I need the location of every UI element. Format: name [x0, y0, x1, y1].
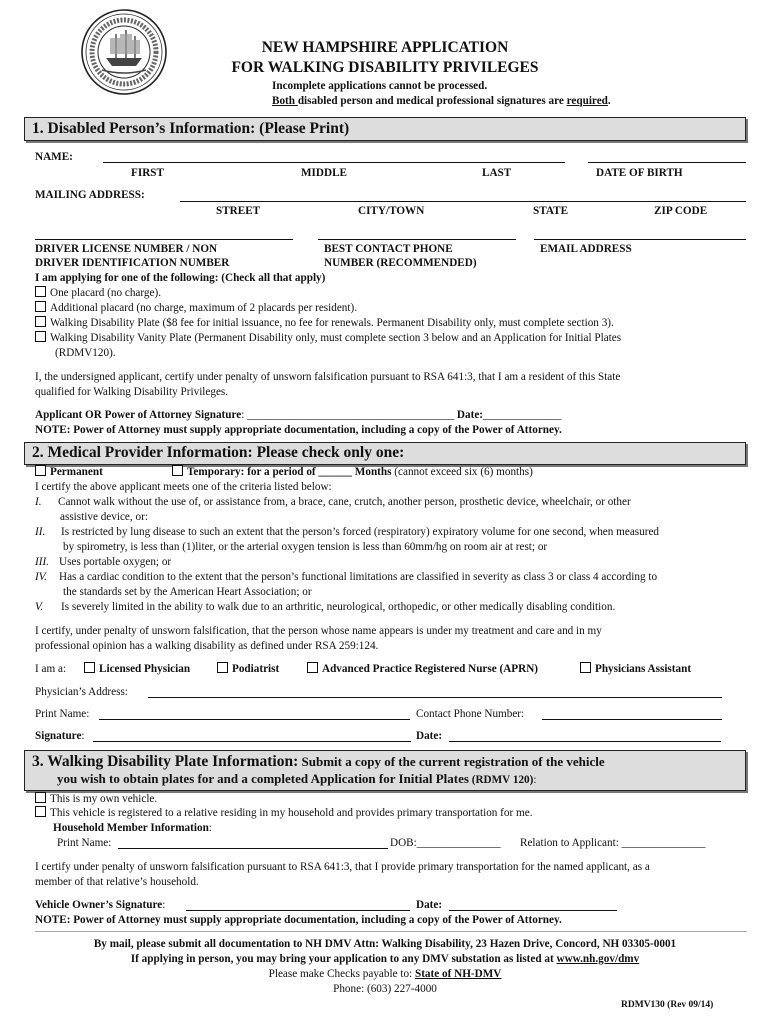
provider-date-label: Date:	[416, 730, 443, 742]
disability-plate-checkbox[interactable]	[35, 316, 46, 327]
one-placard-checkbox[interactable]	[35, 286, 46, 297]
physicians-assistant-checkbox[interactable]	[580, 662, 591, 673]
household-print-name-label: Print Name:	[57, 837, 112, 849]
section3-heading-line2: you wish to obtain plates for and a completed Application for Initial Plates (RDMV 120):	[57, 771, 537, 787]
additional-placard-checkbox[interactable]	[35, 301, 46, 312]
provider-print-name-label: Print Name:	[35, 708, 90, 720]
zip-caption: ZIP CODE	[654, 205, 708, 217]
footer-divider	[35, 931, 747, 932]
household-relation-row	[520, 836, 706, 851]
aprn-checkbox[interactable]	[307, 662, 318, 673]
provider-date-line[interactable]	[449, 741, 721, 742]
criteria-4-line1: Has a cardiac condition to the extent that the person’s functional limitations are classified in severity as class 3 or class 4 according to	[59, 571, 658, 583]
mailing-address-line[interactable]	[180, 201, 746, 202]
section3-heading	[24, 750, 746, 791]
dl-number-line[interactable]	[35, 239, 293, 240]
household-dob-field[interactable]: _______________	[416, 837, 501, 849]
section3-poa-note: NOTE: Power of Attorney must supply appropriate documentation, including a copy of the Power of Attorney.	[35, 914, 562, 926]
dob-line[interactable]	[588, 162, 746, 163]
city-caption: CITY/TOWN	[358, 205, 425, 217]
temporary-option: Temporary: for a period of ______ Months (cannot exceed six (6) months)	[172, 465, 533, 480]
criteria-3-num: III.	[35, 556, 49, 568]
applicant-signature-field[interactable]: _____________________________________	[247, 409, 457, 421]
licensed-physician-checkbox[interactable]	[84, 662, 95, 673]
phone-caption-line1: BEST CONTACT PHONE	[324, 243, 453, 255]
owner-certify-line1: I certify under penalty of unsworn falsification pursuant to RSA 641:3, that I provide primary transportation for the named applicant, as a	[35, 861, 650, 873]
name-label: NAME:	[35, 151, 73, 163]
provider-certify-line1: I certify, under penalty of unsworn falsification, that the person whose name appears is under my treatment and care and in my	[35, 625, 602, 637]
section3-heading-line1: 3. Walking Disability Plate Information: Submit a copy of the current registration of the vehicle	[32, 753, 605, 770]
form-title-line1: NEW HAMPSHIRE APPLICATION	[261, 39, 509, 56]
applicant-certify-line1: I, the undersigned applicant, certify under penalty of unsworn falsification pursuant to RSA 641:3, that I am a resident of this State	[35, 371, 621, 383]
temporary-checkbox[interactable]	[172, 465, 183, 476]
provider-signature-label: Signature	[35, 730, 82, 742]
signature-requirement-note: Both disabled person and medical professional signatures are required.	[272, 95, 611, 107]
criteria-2-line2: by spirometry, is less than (1)liter, or the arterial oxygen tension is less than 60mm/hg on room air at rest; or	[63, 541, 548, 553]
form-code: RDMV130 (Rev 09/14)	[621, 1000, 714, 1010]
owner-signature-line[interactable]	[186, 910, 410, 911]
state-caption: STATE	[533, 205, 569, 217]
mail-instructions: By mail, please submit all documentation to NH DMV Attn: Walking Disability, 23 Hazen Drive, Concord, NH 03305-0001	[93, 938, 677, 950]
owner-certify-line2: member of that relative’s household.	[35, 876, 199, 888]
mailing-address-label: MAILING ADDRESS:	[35, 189, 145, 201]
section1-heading: 1. Disabled Person’s Information: (Please Print)	[24, 117, 746, 141]
own-vehicle-option: This is my own vehicle.	[35, 792, 157, 807]
applicant-signature-row: Applicant OR Power of Attorney Signature: _____________________________________ Date:______________	[35, 409, 562, 421]
provider-signature-line[interactable]	[93, 741, 411, 742]
option-additional-placard: Additional placard (no charge, maximum of 2 placards per resident).	[35, 301, 357, 316]
criteria-1-line2: assistive device, or:	[60, 511, 148, 523]
provider-signature-row: Signature:	[35, 730, 85, 742]
relation-field[interactable]: _______________	[621, 837, 706, 849]
middle-name-caption: MIDDLE	[301, 167, 347, 179]
role-aprn: Advanced Practice Registered Nurse (APRN)	[307, 662, 538, 677]
payee-name: State of NH-DMV	[414, 968, 502, 980]
option-disability-plate: Walking Disability Plate ($8 fee for initial issuance, no fee for renewals. Permanent Disability only, must complete section 3).	[35, 316, 614, 331]
household-dob-label: DOB:	[390, 837, 417, 849]
incomplete-note: Incomplete applications cannot be processed.	[272, 80, 488, 92]
provider-certify-line2: professional opinion has a walking disability as defined under RSA 259:124.	[35, 640, 379, 652]
section2-heading: 2. Medical Provider Information: Please check only one:	[24, 442, 746, 465]
criteria-4-line2: the standards set by the American Heart Association; or	[63, 586, 312, 598]
option-one-placard: One placard (no charge).	[35, 286, 161, 301]
required-emphasis: required	[566, 95, 608, 107]
both-emphasis: Both	[272, 95, 298, 107]
email-caption: EMAIL ADDRESS	[540, 243, 632, 255]
provider-print-name-line[interactable]	[99, 719, 410, 720]
applicant-date-label: Date:	[456, 409, 484, 421]
role-physicians-assistant: Physicians Assistant	[580, 662, 691, 677]
owner-signature-label: Vehicle Owner’s Signature	[35, 899, 163, 911]
owner-date-label: Date:	[416, 899, 443, 911]
applicant-certify-line2: qualified for Walking Disability Privileges.	[35, 386, 229, 398]
name-line[interactable]	[103, 162, 565, 163]
provider-type-label: I am a:	[35, 663, 67, 675]
section1-poa-note: NOTE: Power of Attorney must supply appropriate documentation, including a copy of the Power of Attorney.	[35, 424, 562, 436]
role-licensed-physician: Licensed Physician	[84, 662, 190, 677]
street-caption: STREET	[216, 205, 261, 217]
physician-address-line[interactable]	[148, 697, 722, 698]
physician-address-label: Physician’s Address:	[35, 686, 128, 698]
household-dob-row	[390, 836, 501, 851]
contact-phone-line[interactable]	[542, 719, 722, 720]
household-print-name-line[interactable]	[118, 848, 388, 849]
dl-caption-line1: DRIVER LICENSE NUMBER / NON	[35, 243, 218, 255]
criteria-3-line1: Uses portable oxygen; or	[59, 556, 172, 568]
criteria-1-num: I.	[35, 496, 42, 508]
relative-vehicle-checkbox[interactable]	[35, 806, 46, 817]
applicant-date-field[interactable]: ______________	[483, 409, 562, 421]
own-vehicle-checkbox[interactable]	[35, 792, 46, 803]
permanent-checkbox[interactable]	[35, 465, 46, 476]
last-name-caption: LAST	[482, 167, 512, 179]
criteria-intro: I certify the above applicant meets one of the criteria listed below:	[35, 481, 332, 493]
relation-label: Relation to Applicant:	[520, 837, 619, 849]
criteria-2-line1: Is restricted by lung disease to such an extent that the person’s forced (respiratory) expiratory volume for one second, when measured	[61, 526, 660, 538]
contact-phone-label: Contact Phone Number:	[416, 708, 525, 720]
option-vanity-plate-cont: (RDMV120).	[55, 347, 116, 359]
permanent-option: Permanent	[35, 465, 103, 480]
in-person-instructions: If applying in person, you may bring your application to any DMV substation as listed at www.nh.gov/dmv	[130, 953, 640, 965]
criteria-4-num: IV.	[35, 571, 47, 583]
option-vanity-plate: Walking Disability Vanity Plate (Permanent Disability only, must complete section 3 below and an Application for Initial Plates	[35, 331, 621, 346]
vanity-plate-checkbox[interactable]	[35, 331, 46, 342]
owner-date-line[interactable]	[449, 910, 617, 911]
dmv-website-link[interactable]: www.nh.gov/dmv	[556, 953, 640, 965]
applicant-signature-label: Applicant OR Power of Attorney Signature	[35, 409, 242, 421]
criteria-2-num: II.	[35, 526, 46, 538]
criteria-5-num: V.	[35, 601, 44, 613]
checks-payable: Please make Checks payable to: State of NH-DMV	[268, 968, 502, 980]
first-name-caption: FIRST	[131, 167, 164, 179]
phone-caption-line2: NUMBER (RECOMMENDED)	[324, 257, 477, 269]
criteria-1-line1: Cannot walk without the use of, or assistance from, a brace, cane, crutch, another person, prosthetic device, wheelchair, or other	[58, 496, 631, 508]
podiatrist-checkbox[interactable]	[217, 662, 228, 673]
dl-caption-line2: DRIVER IDENTIFICATION NUMBER	[35, 257, 230, 269]
household-member-heading: Household Member Information:	[53, 822, 212, 834]
criteria-5-line1: Is severely limited in the ability to walk due to an arthritic, neurological, orthopedic, or other medically disabling condition.	[61, 601, 616, 613]
email-line[interactable]	[534, 239, 746, 240]
owner-signature-row: Vehicle Owner’s Signature:	[35, 899, 166, 911]
role-podiatrist: Podiatrist	[217, 662, 279, 677]
relative-vehicle-option: This vehicle is registered to a relative residing in my household and provides primary transportation for me.	[35, 806, 533, 821]
dmv-phone: Phone: (603) 227-4000	[333, 983, 437, 995]
dob-caption: DATE OF BIRTH	[596, 167, 683, 179]
phone-line[interactable]	[318, 239, 516, 240]
applying-instruction: I am applying for one of the following: (Check all that apply)	[35, 272, 326, 284]
form-title-line2: FOR WALKING DISABILITY PRIVILEGES	[231, 59, 539, 76]
